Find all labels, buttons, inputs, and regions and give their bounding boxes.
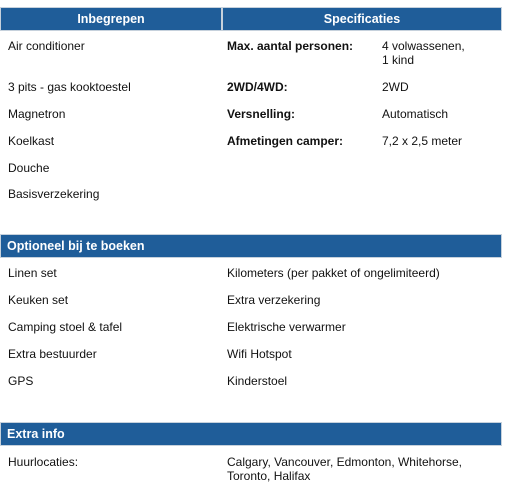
- rental-locations-value: Calgary, Vancouver, Edmonton, Whitehorse,: [227, 455, 463, 469]
- optional-item: Linen set: [8, 266, 57, 280]
- spec-value: 2WD: [382, 80, 409, 94]
- rental-locations-label: Huurlocaties:: [8, 455, 79, 469]
- optional-item: Elektrische verwarmer: [227, 320, 346, 334]
- spec-value: 1 kind: [382, 53, 415, 67]
- included-item: Magnetron: [8, 107, 66, 121]
- optional-item: Kinderstoel: [227, 374, 288, 388]
- spec-value: 4 volwassenen,: [382, 39, 465, 53]
- optional-item: Extra verzekering: [227, 293, 321, 307]
- specs-header-label: Specificaties: [323, 12, 401, 26]
- optional-item: Extra bestuurder: [8, 347, 97, 361]
- included-header: [0, 7, 222, 31]
- extra-info-header-label: Extra info: [7, 427, 65, 441]
- spec-label: Max. aantal personen:: [227, 39, 354, 53]
- specs-header: [222, 7, 502, 31]
- rental-locations-value: Toronto, Halifax: [227, 469, 311, 483]
- optional-item: Keuken set: [8, 293, 69, 307]
- extra-info-header: [0, 422, 502, 446]
- included-item: Air conditioner: [8, 39, 85, 53]
- optional-item: Kilometers (per pakket of ongelimiteerd): [227, 266, 440, 280]
- included-item: Koelkast: [8, 134, 55, 148]
- optional-item: Camping stoel & tafel: [8, 320, 123, 334]
- included-item: Basisverzekering: [8, 187, 100, 201]
- spec-label: 2WD/4WD:: [227, 80, 288, 94]
- optional-item: Wifi Hotspot: [227, 347, 292, 361]
- optional-header-label: Optioneel bij te boeken: [7, 239, 145, 253]
- spec-label: Versnelling:: [227, 107, 296, 121]
- spec-value: 7,2 x 2,5 meter: [382, 134, 463, 148]
- optional-header: [0, 234, 502, 258]
- optional-item: GPS: [8, 374, 34, 388]
- included-item: Douche: [8, 161, 50, 175]
- included-item: 3 pits - gas kooktoestel: [8, 80, 131, 94]
- included-header-label: Inbegrepen: [77, 12, 145, 26]
- spec-label: Afmetingen camper:: [227, 134, 344, 148]
- spec-value: Automatisch: [382, 107, 449, 121]
